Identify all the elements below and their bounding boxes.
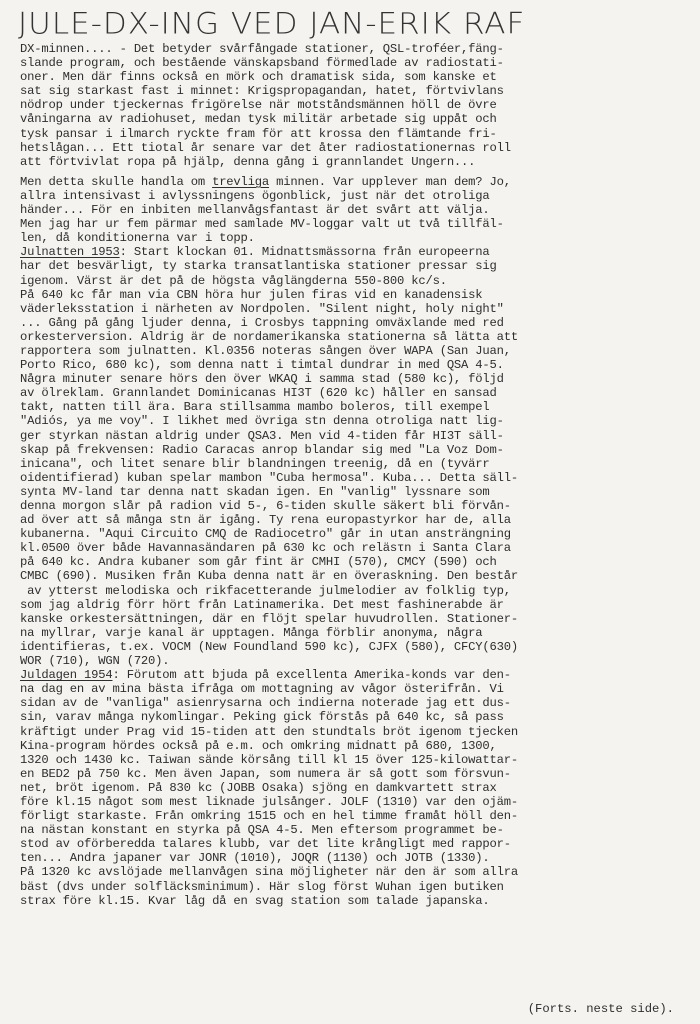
text-line: strax före kl.15. Kvar låg då en svag station som talade japanska. <box>20 893 490 908</box>
text-line: oner. Men där finns också en mörk och dramatisk sida, som kanske et <box>20 70 497 85</box>
text-line: CMBC (690). Musiken från Kuba denna natt är en överaskning. Den består <box>20 569 518 584</box>
text-line: Juldagen 1954: Förutom att bjuda på excellenta Amerika-konds var den- <box>20 668 511 683</box>
text-line: ... Gång på gång ljuder denna, i Crosbys tappning omväxlande med red <box>20 315 504 330</box>
text-line: kanske orkestersättningen, där en flöjt spelar huvudrollen. Stationer- <box>20 611 518 626</box>
text-line: DX-minnen.... - Det betyder svårfångade stationer, QSL-troféer,fäng- <box>20 42 504 56</box>
text-line: orkesterversion. Aldrig är de nordamerikanska stationerna så lätta att <box>20 329 518 344</box>
text-line: sat sig starkast fast i minnet: Krigspropagandan, hatet, förtvivlans <box>20 84 504 99</box>
text-line: hetslågan... Ett tiotal år senare var det åter radiostationernas roll <box>20 140 511 155</box>
text-line: före kl.15 något som mest liknade julsånger. JOLF (1310) var den ojäm- <box>20 794 518 809</box>
text-line: på 640 kc. Andra kubaner som går fint är CMHI (570), CMCY (590) och <box>20 555 497 570</box>
text-line: 1320 och 1430 kc. Taiwan sände körsång till kl 15 över 125-kilowattar- <box>20 752 518 767</box>
text-line: igenom. Värst är det på de högsta våglängderna 550-800 kc/s. <box>20 273 447 288</box>
text-line: ten... Andra japaner var JONR (1010), JOQR (1130) och JOTB (1330). <box>20 851 490 866</box>
text-line: na myllrar, varje kanal är upptagen. Många förblir anonyma, några <box>20 625 483 640</box>
text-line: inicana", och litet senare blir blandningen treenig, då en (tyvärr <box>20 456 490 471</box>
text-line: "Adiós, ya me voy". I likhet med övriga stn denna otroliga natt lig- <box>20 414 504 429</box>
text-line: Men jag har ur fem pärmar med samlade MV-loggar valt ut två tillfäl- <box>20 217 504 232</box>
text-line: identifieras, t.ex. VOCM (New Foundland 590 kc), CJFX (580), CFCY(630) <box>20 639 518 654</box>
text-line: sidan av de "vanliga" asienrysarna och indierna noterade jag ett dus- <box>20 696 511 711</box>
text-line: väderleksstation i närheten av Nordpolen. "Silent night, holy night" <box>20 301 504 316</box>
text-line: en BED2 på 750 kc. Men även Japan, som numera är så gott som försvun- <box>20 766 511 781</box>
text-line: Men detta skulle handla om trevliga minnen. Var upplever man dem? Jo, <box>20 174 511 189</box>
text-line: sin, varav många nykomlingar. Peking gick förstås på 640 kc, så pass <box>20 710 504 725</box>
text-line: nödrop under tjeckernas frigörelse när motståndsmännen höll de övre <box>20 98 497 113</box>
text-line: ad över att så många stn är igång. Ty rena europastyrkor har de, alla <box>20 513 511 528</box>
text-line: allra intensivast i avlyssningens ögonblick, just när det otroliga <box>20 188 490 203</box>
text-line: skap på frekvensen: Radio Caracas anrop blandar sig med "La Voz Dom- <box>20 442 504 457</box>
text-line: På 640 kc får man via CBN höra hur julen firas vid en kanadensisk <box>20 287 483 302</box>
text-line: net, bröt igenom. På 830 kc (JOBB Osaka) sjöng en damkvartett strax <box>20 780 497 795</box>
text-line: stod av oförberedda talares klubb, var det lite krångligt med rappor- <box>20 837 511 852</box>
paragraph-intro <box>20 42 680 169</box>
text-line: Kina-program hördes också på e.m. och omkring midnatt på 680, 1300, <box>20 738 497 753</box>
text-line: len, då konditionerna var i topp. <box>20 231 255 246</box>
paragraph-pleasant-memories <box>20 175 680 245</box>
text-line: bäst (dvs under solfläcksminimum). Här slog först Wuhan igen butiken <box>20 879 504 894</box>
text-line: Julnatten 1953: Start klockan 01. Midnattsmässorna från europeerna <box>20 245 490 260</box>
text-line: som jag aldrig förr hört från Latinamerika. Det mest fashinerabde är <box>20 597 504 612</box>
text-line: denna morgon slår på radion vid 5-, 6-tiden skulle säkert bli förvån- <box>20 499 511 513</box>
page-title: JULE-DX-ING VED JAN-ERIK RAF <box>18 7 526 42</box>
text-line: kräftigt under Prag vid 15-tiden att den stundtals bröt igenom tjecken <box>20 724 518 739</box>
text-line: På 1320 kc avslöjade mellanvågen sina möjligheter när den är som allra <box>20 865 518 880</box>
document-body <box>20 42 680 908</box>
text-line: Porto Rico, 680 kc), som denna natt i timtal dundrar in med QSA 4-5. <box>20 358 504 373</box>
text-line: kl.0500 över både Havannasändaren på 630 kc och reläsτn i Santa Clara <box>20 541 511 556</box>
text-line: har det besvärligt, ty starka transatlantiska stationer pressar sig <box>20 259 497 274</box>
text-line: na nästan konstant en styrka på QSA 4-5. Men eftersom programmet be- <box>20 823 504 838</box>
paragraph-christmas-night-1953 <box>20 245 680 668</box>
text-line: rapportera som julnatten. Kl.0356 noteras sången över WAPA (San Juan, <box>20 343 511 358</box>
text-line: ger styrkan nästan aldrig under QSA3. Men vid 4-tiden får HI3T säll- <box>20 428 504 443</box>
text-line: takt, natten till ära. Bara stillsamma mambo boleros, till exempel <box>20 400 490 415</box>
continuation-note: (Forts. neste side). <box>527 1002 674 1016</box>
text-line: att förtvivlat ropa på hjälp, denna gång i grannlandet Ungern... <box>20 154 476 169</box>
text-line: oidentifierad) kuban spelar mambon "Cuba hermosa". Kuba... Detta säll- <box>20 470 518 485</box>
text-line: Några minuter senare hörs den över WKAQ i samma stad (580 kc), följd <box>20 372 504 387</box>
text-line: förligt starkaste. Från omkring 1515 och en hel timme framåt höll den- <box>20 809 518 824</box>
paragraph-christmas-day-1954 <box>20 668 680 908</box>
text-line: våningarna av radiohuset, medan tysk militär arbetade sig uppåt och <box>20 112 497 127</box>
text-line: tysk pansar i ilmarch ryckte fram för att krossa den flämtande fri- <box>20 126 497 141</box>
text-line: kubanerna. "Aqui Circuito CMQ de Radiocetro" går in utan ansträngning <box>20 527 511 542</box>
text-line: av ytterst melodiska och rikfacetterande julmelodier av folklig typ, <box>20 583 511 598</box>
text-line: av ölreklam. Grannlandet Dominicanas HI3T (620 kc) håller en sansad <box>20 386 497 401</box>
text-line: WOR (710), WGN (720). <box>20 654 170 669</box>
text-line: händer... För en inbiten mellanvågsfantast är det svårt att välja. <box>20 203 490 218</box>
text-line: slande program, och bestående vänskapsband förmedlade av radiostati- <box>20 56 504 71</box>
text-line: na dag en av mina bästa ifråga om mottagning av vågor österifrån. Vi <box>20 682 504 697</box>
text-line: synta MV-land tar denna natt skadan igen. En "vanlig" lyssnare som <box>20 484 490 499</box>
